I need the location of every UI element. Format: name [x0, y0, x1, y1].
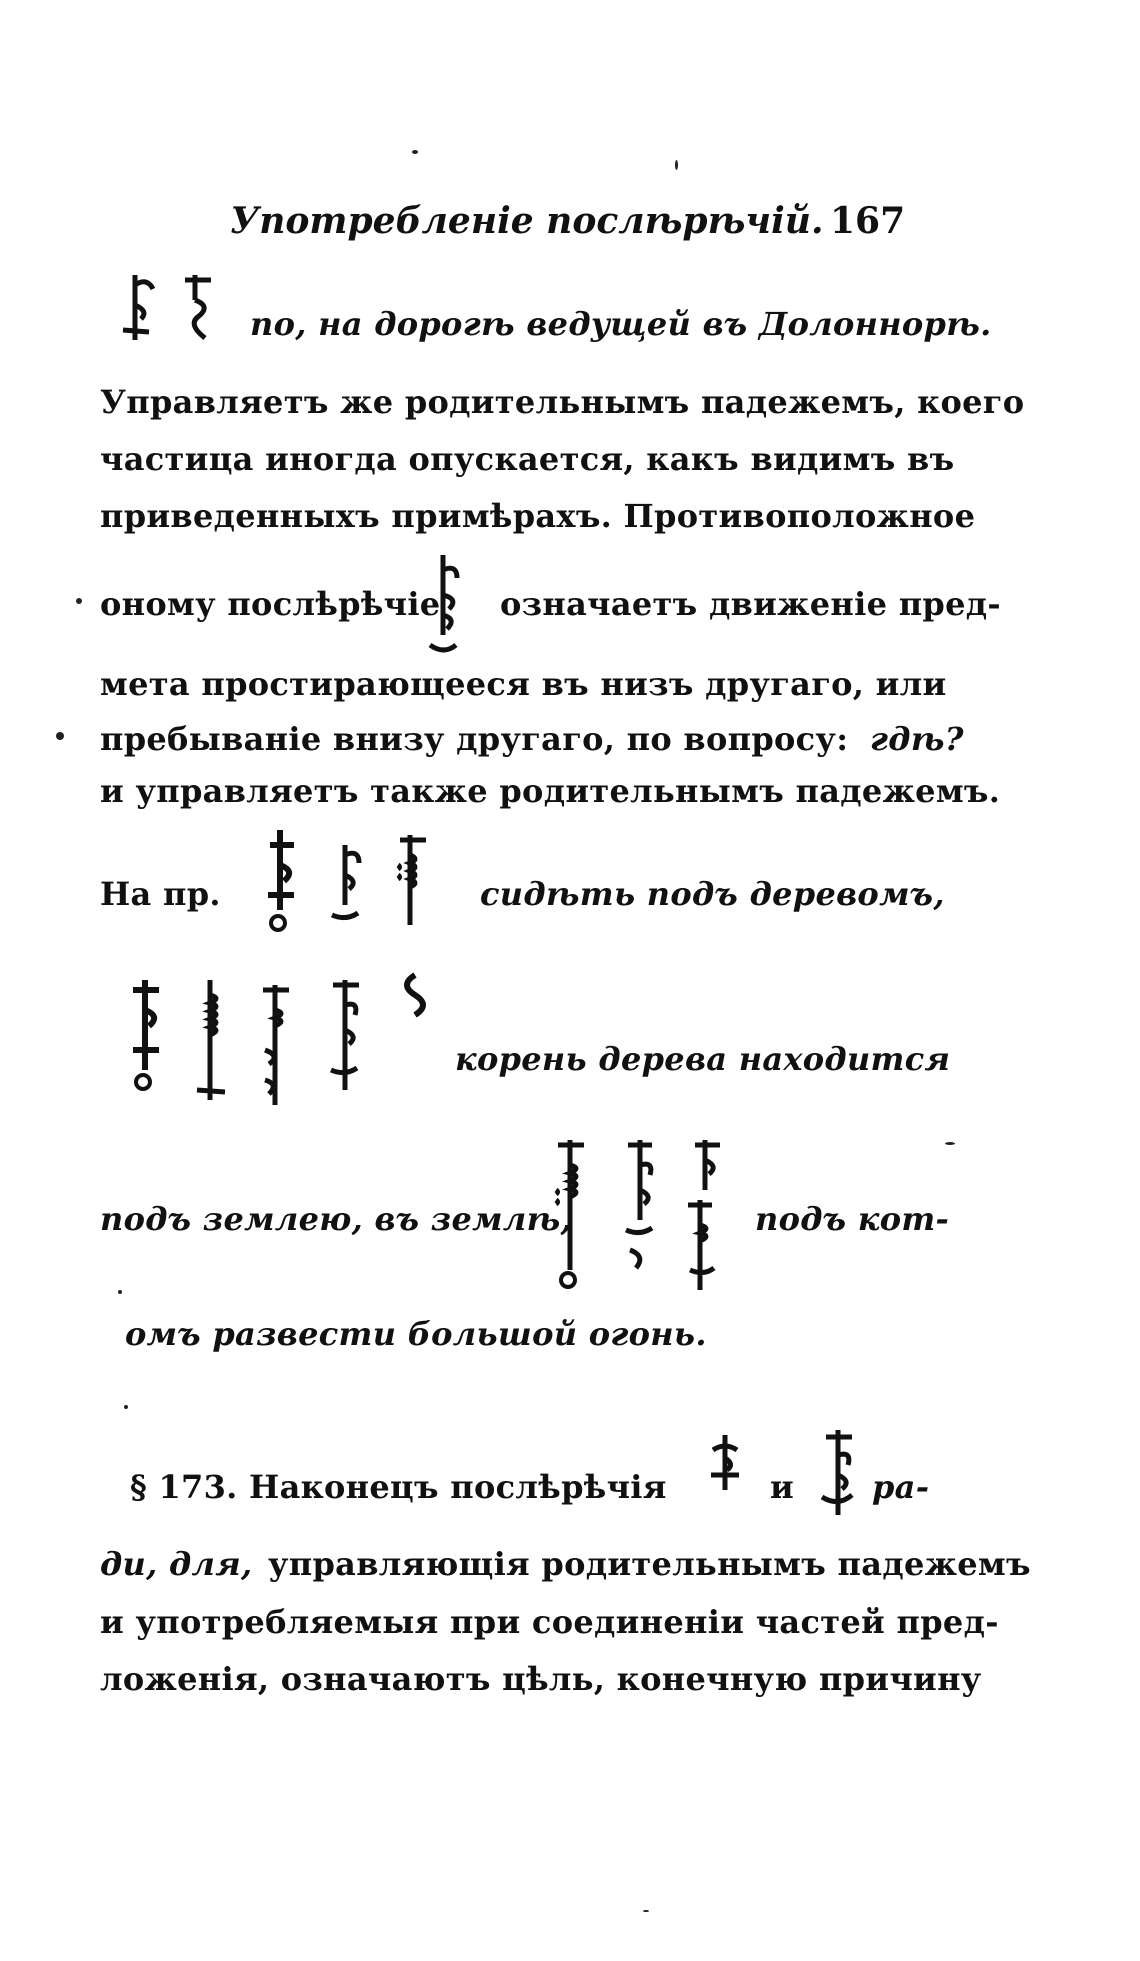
text-line-7b: гдѣ?: [870, 720, 964, 758]
running-title: Употребленіе послѣрѣчій.: [230, 200, 824, 242]
text-line-11b: подъ кот-: [755, 1200, 950, 1238]
mongolian-script-glyph: [705, 1430, 745, 1500]
text-line-13b: и: [770, 1468, 795, 1506]
text-line-9a: На пр.: [100, 875, 221, 913]
mongolian-script-glyph: [115, 970, 455, 1120]
text-line-2: Управляетъ же родительнымъ падежемъ, коего: [100, 383, 1025, 421]
text-line-10: корень дерева находится: [455, 1040, 951, 1078]
mongolian-script-glyph: [250, 825, 450, 935]
text-line-1: по, на дорогѣ ведущей въ Долоннорѣ.: [250, 305, 992, 343]
text-line-7a: пребываніе внизу другаго, по вопросу:: [100, 720, 849, 758]
scan-speck: [412, 150, 418, 154]
mongolian-script-glyph: [418, 550, 468, 660]
scan-speck: [643, 1910, 649, 1912]
text-line-15: и употребляемыя при соединеніи частей пред-: [100, 1603, 999, 1641]
text-line-13c: ра-: [872, 1468, 930, 1506]
text-line-11a: подъ землею, въ землѣ,: [100, 1200, 572, 1238]
text-line-12: омъ развести большой огонь.: [125, 1315, 707, 1353]
scan-speck: [945, 1142, 955, 1145]
page-number: 167: [830, 200, 906, 242]
text-line-3: частица иногда опускается, какъ видимъ въ: [100, 440, 955, 478]
text-line-16: ложенія, означаютъ цѣль, конечную причину: [100, 1660, 982, 1698]
text-line-9b: сидѣть подъ деревомъ,: [480, 875, 945, 913]
scan-speck: [675, 160, 678, 170]
scan-speck: [118, 1290, 122, 1294]
text-line-14b: управляющія родительнымъ падежемъ: [268, 1545, 1031, 1583]
mongolian-script-glyph: [540, 1130, 740, 1300]
text-line-8: и управляетъ также родительнымъ падежемъ.: [100, 772, 1001, 810]
mongolian-script-glyph: [115, 270, 235, 350]
text-line-5b: означаетъ движеніе пред-: [500, 585, 1001, 623]
mongolian-script-glyph: [808, 1425, 868, 1525]
scan-speck: [56, 732, 64, 740]
text-line-5a: оному послѣрѣчіе: [100, 585, 441, 623]
text-line-14a: ди, для,: [100, 1545, 253, 1583]
scan-speck: [76, 598, 82, 604]
text-line-4: приведенныхъ примѣрахъ. Противоположное: [100, 497, 976, 535]
text-line-13a: § 173. Наконецъ послѣрѣчія: [130, 1468, 667, 1506]
text-line-6: мета простирающееся въ низъ другаго, или: [100, 665, 947, 703]
scan-speck: [124, 1405, 128, 1409]
